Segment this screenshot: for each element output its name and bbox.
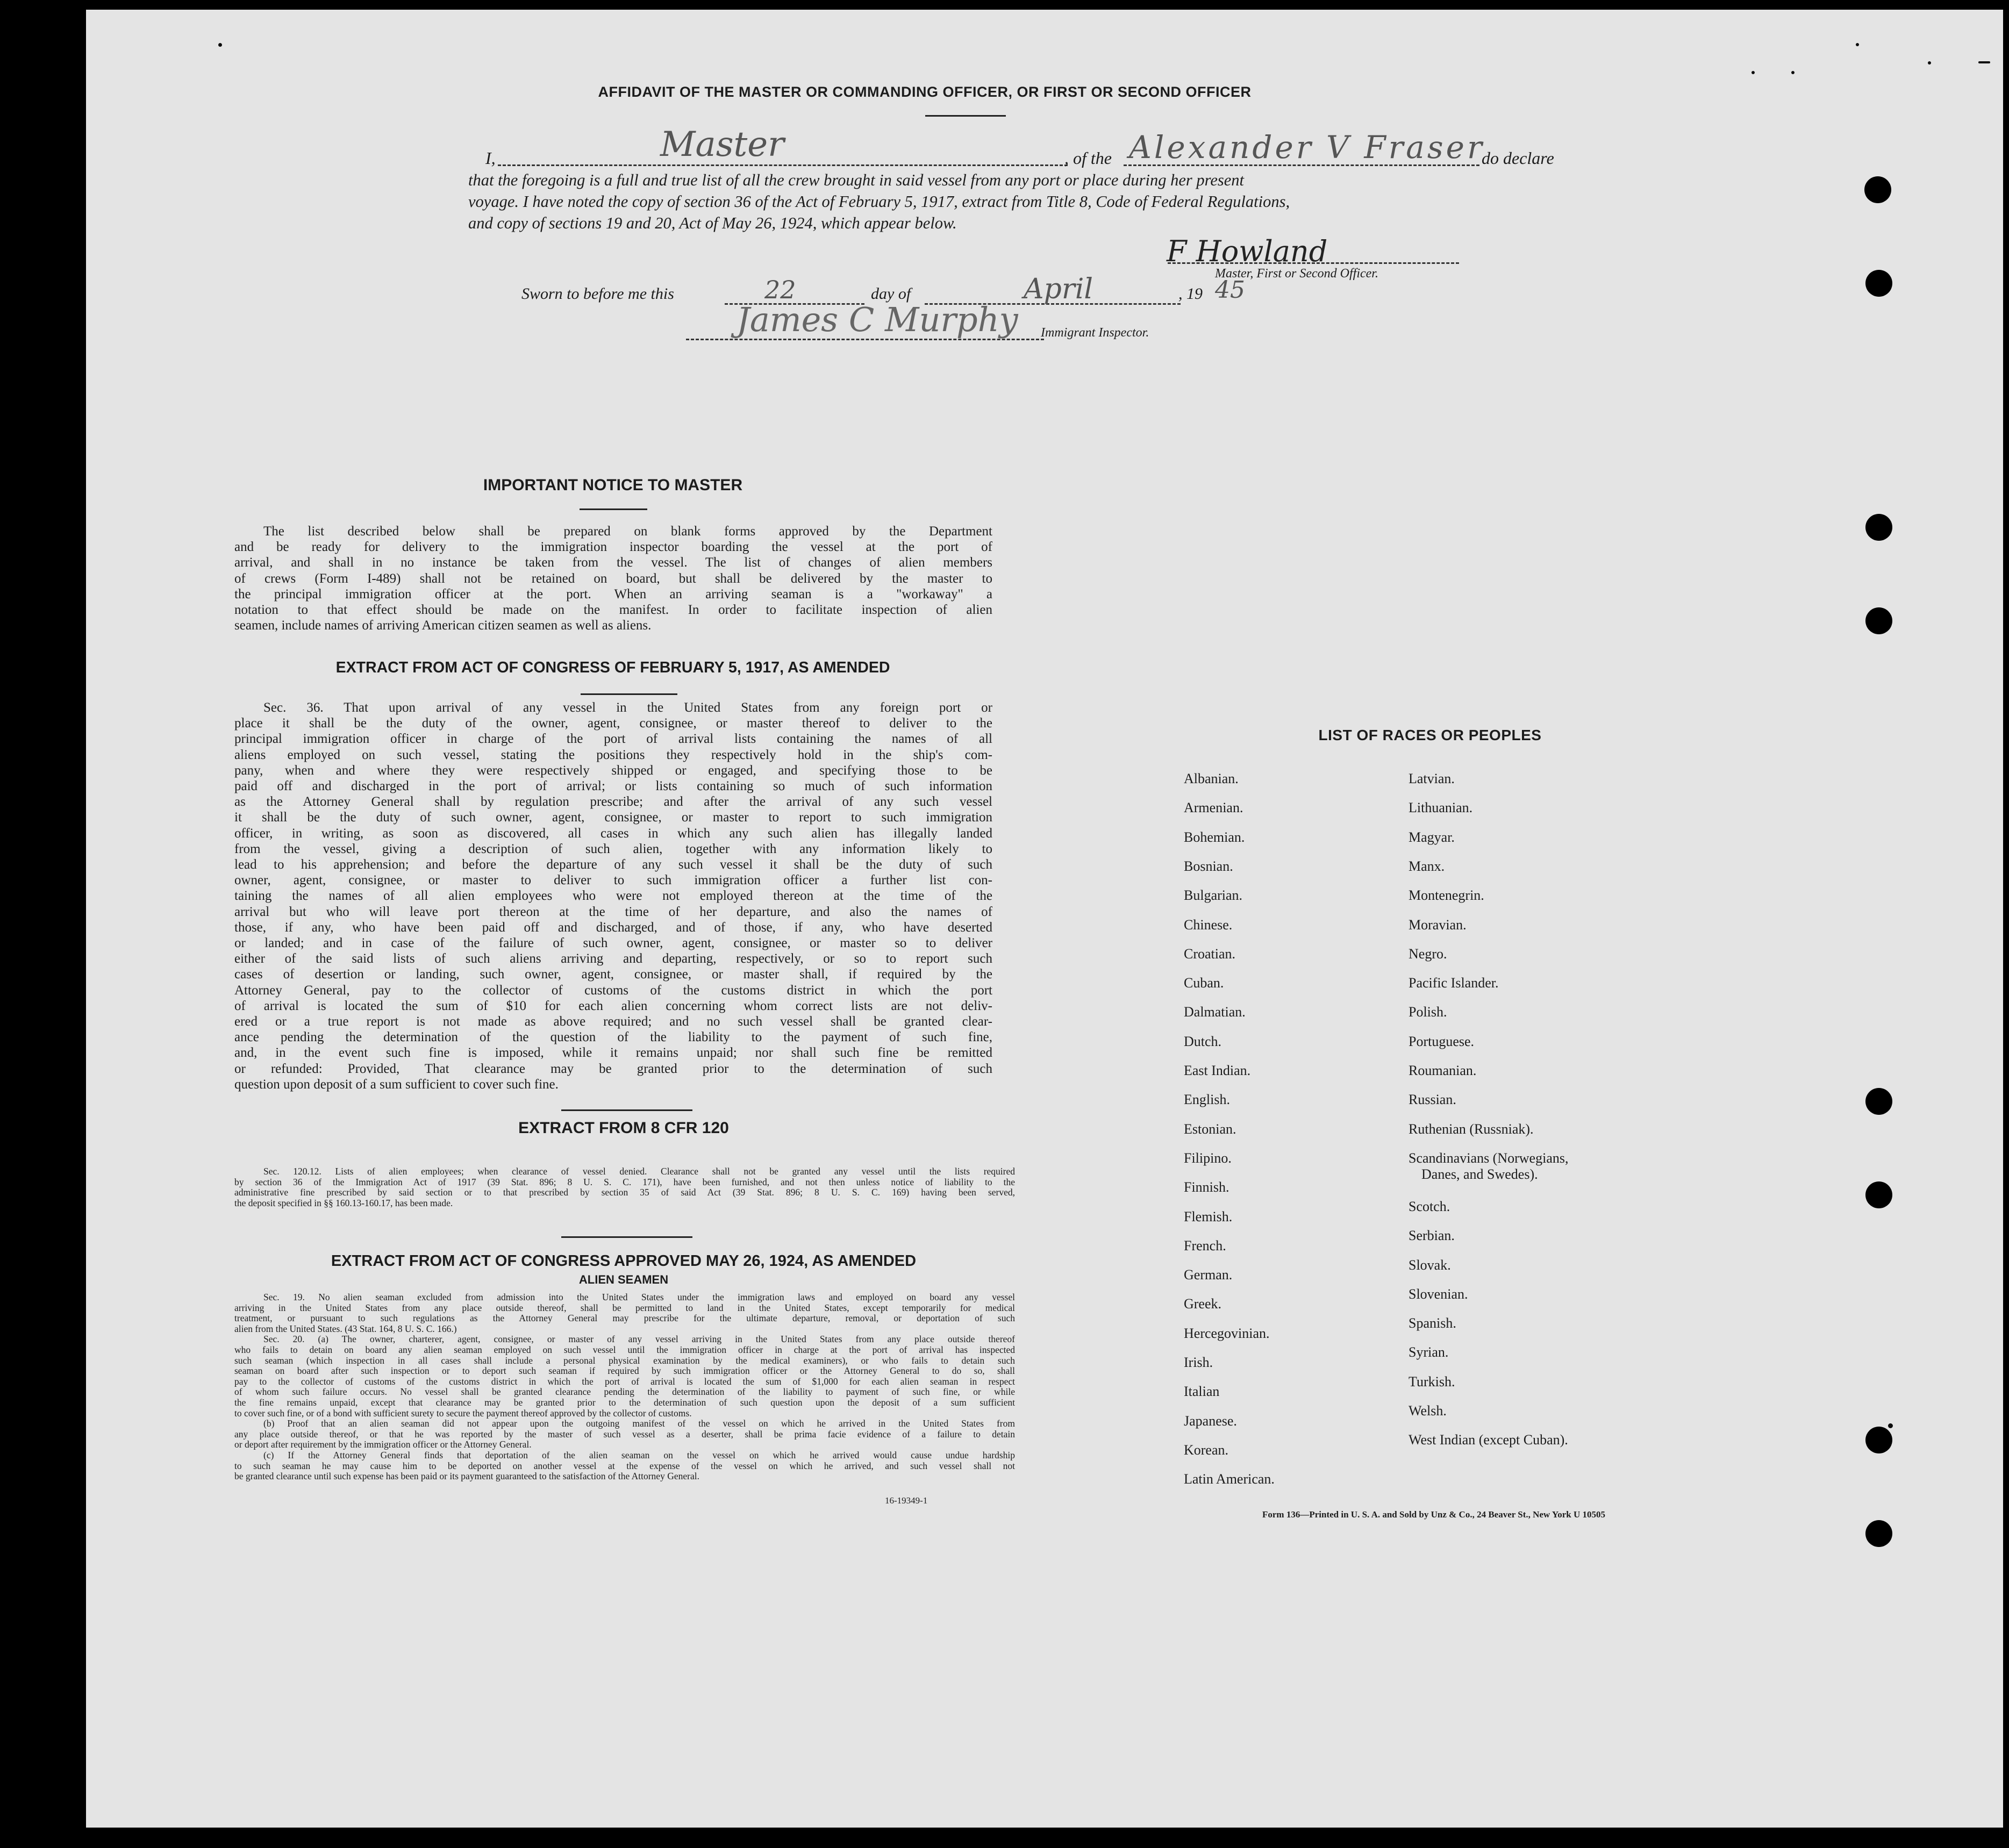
signature-line xyxy=(1168,262,1459,264)
race-item: Roumanian. xyxy=(1409,1063,1477,1078)
speck xyxy=(1751,71,1755,74)
punch-hole xyxy=(1865,1427,1892,1453)
punch-hole xyxy=(1864,176,1891,203)
races-title: LIST OF RACES OR PEOPLES xyxy=(1318,727,1542,743)
race-item: Irish. xyxy=(1184,1355,1213,1370)
text-line: pay to the collector of customs of the customs district in which the port of arrival is located the sum of $1,000 for each alien seaman in respect xyxy=(234,1376,1015,1387)
race-item: Italian xyxy=(1184,1384,1220,1400)
text-line: principal immigration officer in charge of the port of arrival lists containing the names of all xyxy=(234,732,992,747)
extract-cfr-title: EXTRACT FROM 8 CFR 120 xyxy=(518,1119,729,1137)
race-item: Latvian. xyxy=(1409,771,1455,786)
i-label: I, xyxy=(485,148,496,168)
race-item: Armenian. xyxy=(1184,800,1243,816)
text-line: it shall be the duty of such owner, agent, consignee, or master to report to such immigration xyxy=(234,810,992,825)
speck xyxy=(218,43,222,47)
race-item: French. xyxy=(1184,1237,1226,1254)
declare-label: do declare xyxy=(1482,148,1554,168)
affidavit-line-4: and copy of sections 19 and 20, Act of May 26, 1924, which appear below. xyxy=(468,214,957,232)
year-handwriting: 45 xyxy=(1215,276,1245,304)
cfr-top-divider xyxy=(561,1109,692,1111)
text-line: aliens employed on such vessel, stating the positions they respectively hold in the ship's com- xyxy=(234,747,992,762)
race-item: Portuguese. xyxy=(1409,1033,1475,1049)
race-item: Turkish. xyxy=(1409,1373,1455,1389)
race-item: Hercegovinian. xyxy=(1184,1325,1270,1341)
text-line: paid off and discharged in the port of arrival; or lists containing so much of such information xyxy=(234,779,992,794)
race-item: Chinese. xyxy=(1184,916,1233,933)
day-handwriting: 22 xyxy=(764,275,796,304)
race-item: Estonian. xyxy=(1184,1121,1236,1137)
text-line: taining the names of all alien employees who were not employed thereon at the time of the xyxy=(234,889,992,904)
race-item: Dalmatian. xyxy=(1184,1004,1246,1020)
text-line: who fails to detain on board any alien seaman employed on such vessel until the immigration officer in charge at the port of arrival has inspected xyxy=(234,1344,1015,1355)
race-item: Filipino. xyxy=(1184,1150,1232,1166)
race-item: Cuban. xyxy=(1184,975,1224,991)
extract-1924-title: EXTRACT FROM ACT OF CONGRESS APPROVED MAY 26, 1924, AS AMENDED xyxy=(331,1252,917,1270)
text-line: by section 36 of the Immigration Act of 1917 (39 Stat. 896; 8 U. S. C. 171), have been furnished, and not then unless notice of liability to the xyxy=(234,1177,1015,1187)
speck xyxy=(1856,43,1859,46)
text-line: treatment, or pursuant to such regulations as the Attorney General may prescribe for the ultimate departure, removal, or deportation of such xyxy=(234,1313,1015,1324)
master-caption: Master, First or Second Officer. xyxy=(1215,267,1378,281)
text-line: lead to his apprehension; and before the departure of any such vessel it shall be the duty of such xyxy=(234,857,992,872)
sworn-label: Sworn to before me this xyxy=(521,285,674,303)
month-handwriting: April xyxy=(1024,273,1093,305)
notice-divider xyxy=(580,508,647,510)
race-item: Croatian. xyxy=(1184,946,1236,962)
extract-1924-body xyxy=(234,1292,1015,1482)
race-item: Polish. xyxy=(1409,1004,1447,1020)
text-line: the deposit specified in §§ 160.13-160.17, has been made. xyxy=(234,1198,453,1208)
race-item: Pacific Islander. xyxy=(1409,975,1499,991)
race-item: Serbian. xyxy=(1409,1228,1455,1244)
race-item: Moravian. xyxy=(1409,916,1467,933)
master-signature: F Howland xyxy=(1167,234,1328,268)
extract-1924-subtitle: ALIEN SEAMEN xyxy=(578,1273,669,1286)
text-line: the fine remains unpaid, except that clearance may be granted prior to the determination of such question upon the deposit of a sum sufficient xyxy=(234,1397,1015,1408)
race-item: Greek. xyxy=(1184,1296,1222,1312)
race-item: Flemish. xyxy=(1184,1208,1233,1224)
master-handwriting: Master xyxy=(660,125,784,164)
race-item: Spanish. xyxy=(1409,1315,1456,1331)
race-item: Lithuanian. xyxy=(1409,800,1473,816)
speck xyxy=(1928,61,1931,65)
race-item: West Indian (except Cuban). xyxy=(1409,1432,1568,1448)
text-line: such seaman (which inspection in all cases shall include a personal physical examination by the medical examiners), or who fails to detain such xyxy=(234,1355,1015,1366)
race-item: Dutch. xyxy=(1184,1033,1222,1049)
text-line: or refunded: Provided, That clearance may be granted prior to the determination of such xyxy=(234,1061,992,1076)
extract-1917-divider xyxy=(581,693,677,695)
text-line: arrival, and shall in no instance be taken from the vessel. The list of changes of alien members xyxy=(234,555,992,570)
text-line: arrival but who will leave port thereon at the time of her departure, and also the names of xyxy=(234,904,992,919)
master-fill-line xyxy=(498,164,1068,166)
race-item: Korean. xyxy=(1184,1442,1229,1458)
text-line: of whom such failure occurs. No vessel shall be granted clearance pending the determination of the liability to payment of such fine, or while xyxy=(234,1387,1015,1398)
race-item: Manx. xyxy=(1409,858,1445,874)
race-item: Bosnian. xyxy=(1184,858,1233,874)
text-line: and be ready for delivery to the immigration inspector boarding the vessel at the port of xyxy=(234,540,992,555)
text-line: Sec. 120.12. Lists of alien employees; when clearance of vessel denied. Clearance shall not be granted any vessel until the lists required xyxy=(263,1166,1015,1177)
race-item: Russian. xyxy=(1409,1092,1456,1108)
text-line: or landed; and in case of the failure of such owner, agent, consignee, or master so to deliver xyxy=(234,936,992,951)
form-number: 16-19349-1 xyxy=(885,1495,928,1506)
text-line: the principal immigration officer at the port. When an arriving seaman is a "workaway" a xyxy=(234,586,992,601)
punch-hole xyxy=(1865,514,1892,541)
race-item: Ruthenian (Russniak). xyxy=(1409,1121,1534,1137)
speck xyxy=(1791,71,1794,74)
text-line: arriving in the United States from any place outside thereof, shall be permitted to land in the United States, except temporarily for medical xyxy=(234,1302,1015,1313)
race-item: Japanese. xyxy=(1184,1413,1237,1429)
text-line: be granted clearance until such expense has been paid or its payment guaranteed to the satisfaction of the Attorney General. xyxy=(234,1471,699,1482)
text-line: ance pending the determination of the question of the liability to the payment of such fine, xyxy=(234,1030,992,1045)
text-line: question upon deposit of a sum sufficient to cover such fine. xyxy=(234,1077,559,1092)
race-item: Montenegrin. xyxy=(1409,887,1484,904)
day-of-label: day of xyxy=(871,285,911,303)
punch-hole xyxy=(1865,270,1892,297)
race-item: Latin American. xyxy=(1184,1471,1275,1487)
text-line: to such seaman he may cause him to be deported on another vessel at the expense of the vessel on which he arrived, and such vessel shall not xyxy=(234,1460,1015,1471)
punch-hole xyxy=(1865,1088,1892,1115)
inspector-signature: James C Murphy xyxy=(737,300,1018,339)
notice-title: IMPORTANT NOTICE TO MASTER xyxy=(483,476,743,494)
text-line: administrative fine prescribed by said section or to that prescribed by section 35 of said Act (39 Stat. 896; 8 U. S. C. 169) having been served, xyxy=(234,1187,1015,1198)
1924-top-divider xyxy=(561,1236,692,1238)
of-the-label: , of the xyxy=(1064,148,1112,168)
race-item: Negro. xyxy=(1409,946,1447,962)
race-item: Slovenian. xyxy=(1409,1286,1468,1302)
race-item: Finnish. xyxy=(1184,1179,1229,1195)
text-line: to cover such fine, or of a bond with sufficient surety to secure the payment thereof approved by the collector of customs. xyxy=(234,1408,692,1419)
extract-1917-body xyxy=(234,700,992,1092)
race-item: Welsh. xyxy=(1409,1403,1447,1419)
race-item: Scotch. xyxy=(1409,1198,1450,1214)
text-line: and, in the event such fine is imposed, while it remains unpaid; nor shall such fine be remitted xyxy=(234,1045,992,1061)
text-line: alien from the United States. (43 Stat. 164, 8 U. S. C. 166.) xyxy=(234,1323,457,1334)
race-item: Syrian. xyxy=(1409,1344,1449,1360)
inspector-caption: Immigrant Inspector. xyxy=(1041,326,1149,340)
document-page xyxy=(86,10,2003,1828)
text-line: pany, when and where they were respectively shipped or engaged, and specifying those to be xyxy=(234,763,992,778)
text-line: seamen, include names of arriving American citizen seamen as well as aliens. xyxy=(234,618,652,633)
text-line: (c) If the Attorney General finds that deportation of the alien seaman on the vessel on which he arrived would cause undue hardship xyxy=(263,1450,1015,1460)
affidavit-line-3: voyage. I have noted the copy of section 36 of the Act of February 5, 1917, extract from Title 8, Code of Federal Regulations, xyxy=(468,192,1290,211)
text-line: either of the said lists of such aliens arriving and departing, respectively, or so to report such xyxy=(234,951,992,966)
text-line: The list described below shall be prepared on blank forms approved by the Department xyxy=(263,524,992,539)
race-item: Bohemian. xyxy=(1184,829,1245,845)
extract-1917-title: EXTRACT FROM ACT OF CONGRESS OF FEBRUARY 5, 1917, AS AMENDED xyxy=(335,659,890,676)
text-line: those, if any, who have been paid off and discharged, and of those, if any, who have deserted xyxy=(234,920,992,935)
title-divider xyxy=(925,115,1006,117)
race-item: Albanian. xyxy=(1184,771,1239,786)
text-line: notation to that effect should be made on the manifest. In order to facilitate inspection of alien xyxy=(234,603,992,618)
affidavit-title: AFFIDAVIT OF THE MASTER OR COMMANDING OFFICER, OR FIRST OR SECOND OFFICER xyxy=(598,84,1252,100)
affidavit-line-2: that the foregoing is a full and true list of all the crew brought in said vessel from any port or place during her present xyxy=(468,171,1245,189)
text-line: from the vessel, giving a description of such alien, together with any information likely to xyxy=(234,841,992,856)
speck xyxy=(1888,1423,1893,1428)
race-item: German. xyxy=(1184,1267,1233,1283)
printer-footer: Form 136—Printed in U. S. A. and Sold by Unz & Co., 24 Beaver St., New York U 10505 xyxy=(1262,1509,1605,1520)
vessel-handwriting: Alexander V Fraser xyxy=(1129,129,1485,166)
text-line: (b) Proof that an alien seaman did not appear upon the outgoing manifest of the vessel on which he arrived in the United States from xyxy=(263,1419,1015,1429)
race-item: East Indian. xyxy=(1184,1063,1251,1078)
year-prefix: , 19 xyxy=(1178,285,1203,303)
text-line: Sec. 20. (a) The owner, charterer, agent, consignee, or master of any vessel arriving in the United States from any place outside thereof xyxy=(263,1334,1015,1345)
race-item: Slovak. xyxy=(1409,1257,1451,1273)
text-line: of crews (Form I-489) shall not be retained on board, but shall be delivered by the master to xyxy=(234,571,992,586)
text-line: place it shall be the duty of the owner, agent, consignee, or master thereof to deliver to the xyxy=(234,716,992,731)
text-line: of arrival is located the sum of $10 for each alien concerning whom correct lists are not deliv- xyxy=(234,998,992,1013)
text-line: ered or a true report is not made as above required; and no such vessel shall be granted clear- xyxy=(234,1014,992,1029)
text-line: owner, agent, consignee, or master to deliver to such immigration officer a further list con- xyxy=(234,873,992,888)
extract-cfr-body xyxy=(234,1166,1015,1208)
speck xyxy=(1978,61,1990,63)
punch-hole xyxy=(1865,607,1892,634)
text-line: as the Attorney General shall by regulation prescribe; and after the arrival of any such vessel xyxy=(234,794,992,810)
race-item: English. xyxy=(1184,1092,1230,1108)
race-item: Magyar. xyxy=(1409,829,1455,845)
text-line: officer, in writing, as soon as discovered, all cases in which any such alien has illegally landed xyxy=(234,826,992,841)
text-line: or deport after requirement by the immigration officer or the Attorney General. xyxy=(234,1439,532,1450)
race-item: Scandinavians (Norwegians, xyxy=(1409,1150,1569,1166)
race-item: Bulgarian. xyxy=(1184,887,1243,904)
punch-hole xyxy=(1865,1181,1892,1208)
text-line: Attorney General, pay to the collector of customs of the customs district in which the port xyxy=(234,983,992,998)
punch-hole xyxy=(1865,1520,1892,1547)
notice-body xyxy=(234,524,992,633)
text-line: any place outside thereof, or that he was reported by the master of such vessel as a deserter, shall be prima facie evidence of a failure to detain xyxy=(234,1429,1015,1439)
text-line: Sec. 19. No alien seaman excluded from admission into the United States under the immigration laws and employed on board any vessel xyxy=(263,1292,1015,1302)
race-item: Danes, and Swedes). xyxy=(1421,1166,1538,1182)
text-line: cases of desertion or landing, such owner, agent, consignee, or master shall, if required by the xyxy=(234,967,992,982)
text-line: Sec. 36. That upon arrival of any vessel in the United States from any foreign port or xyxy=(263,700,992,715)
text-line: seaman on board after such inspection or to deport such seaman if required by such immigration officer or the Attorney General to do so, shall xyxy=(234,1366,1015,1377)
